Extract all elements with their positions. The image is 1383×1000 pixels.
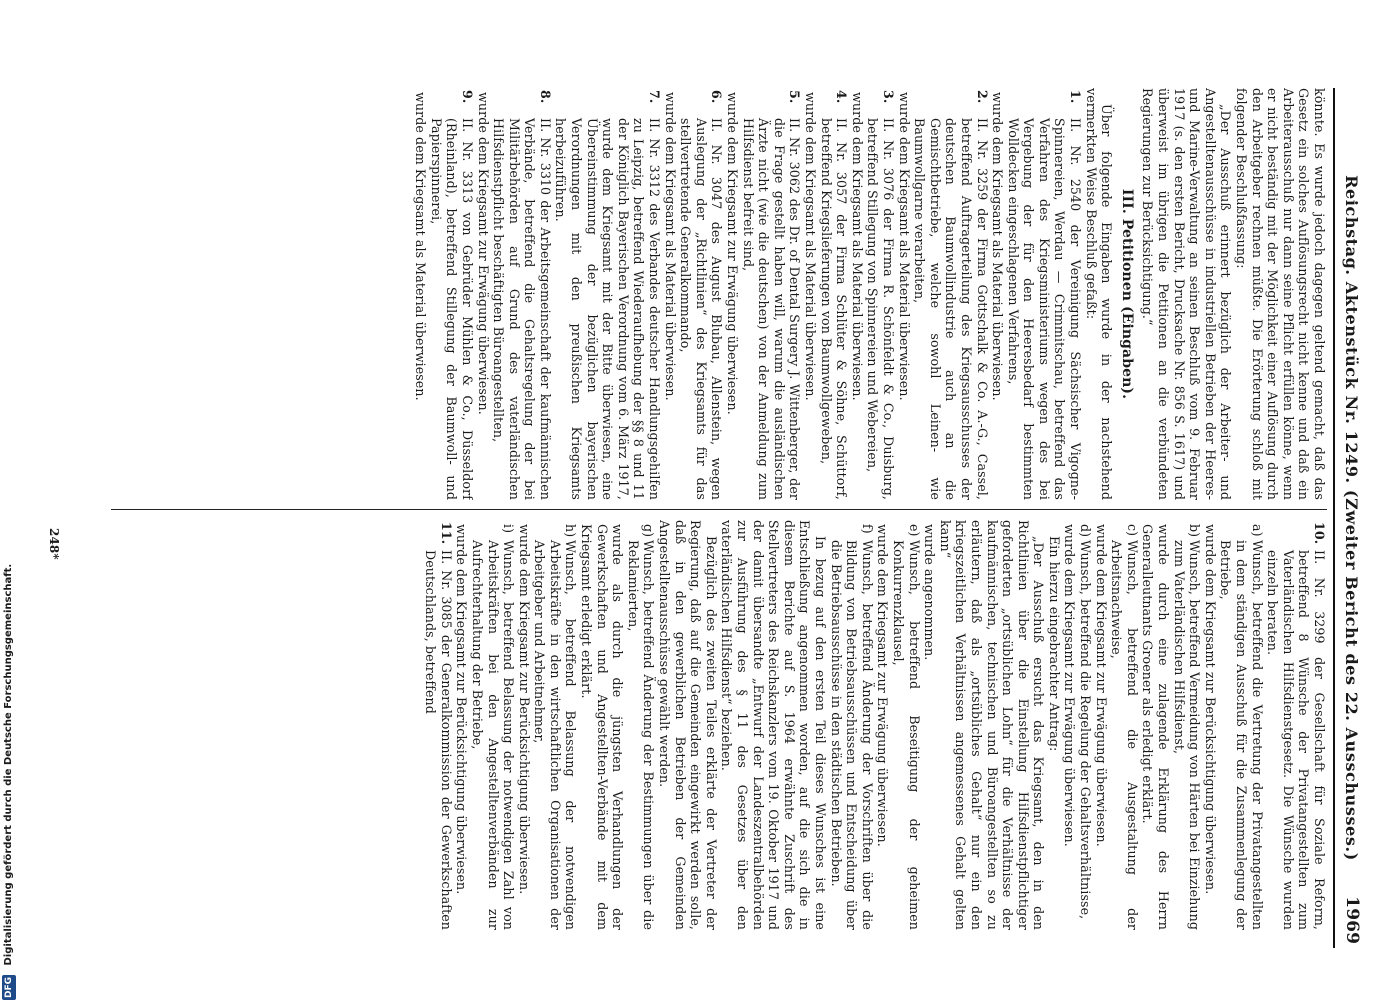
wish-label: g) <box>641 524 657 538</box>
item-number: 1. <box>1068 90 1084 104</box>
wish-label: e) <box>906 524 922 537</box>
petition-item <box>818 88 849 500</box>
wish-label: h) <box>563 524 579 538</box>
item-text: II. Nr. 3312 des Verbandes deutscher Handlungsgehilfen zu Leipzig, betreffend Wiederaufhebung der §§ 8 und 11 der Königlich Bayerischen Verordnung vom 6. März 1917, wurde dem Kriegsamt mit der Bitte überwiesen, eine Übereinstimmung der bezüglichen bayerischen Verordnungen mit den preußischen Kriegsamts herbeizuführen. <box>553 118 663 500</box>
item-number: 10. <box>1312 522 1327 545</box>
wish-text: Wunsch, betreffend Beseitigung der geheimen Konkurrenzklausel, <box>890 540 922 930</box>
petition-item <box>912 88 990 500</box>
wish-resolution: wurde durch eine zulagende Erklärung des Herrn Generalleutnants Groener als erledigt erklärt. <box>1140 524 1172 930</box>
item-number: 5. <box>787 90 803 104</box>
item-resolution: wurde dem Kriegsamt als Material überwiesen. <box>990 92 1006 401</box>
wish-resolution: wurde dem Kriegsamt zur Berücksichtigung überwiesen. <box>1202 524 1218 895</box>
petition-item-10 <box>1265 520 1327 930</box>
item-text: II. Nr. 3259 der Firma Gottschalk & Co. A.-G., Cassel, betreffend Auftragerteilung des Kriegsausschusses der deutschen Baumwollindustrie auch an die Gemischtbetriebe, welche sowohl Leinen- wie Baumwollgarne verarbeiten, <box>912 118 990 500</box>
two-column-body <box>71 88 1327 948</box>
wish-label: a) <box>1249 524 1265 537</box>
wish-item <box>890 520 921 930</box>
wish-text: Wunsch, betreffend die Vertretung der Privatangestellten in dem ständigen Ausschuß für die Zusammenlegung der Betriebe, <box>1218 540 1265 930</box>
sheet-signature: 248* <box>46 528 61 560</box>
column-divider <box>111 509 1327 510</box>
item-number: 7. <box>647 90 663 104</box>
committee-resolution-quote: „Der Ausschuß erinnert bezüglich der Arbeiter- und Angestelltenausschüsse in industriellen Betrieben der Heeres- und Marine-Verwaltung an seinen Beschluß vom 9. Februar 1917 (s. den ersten Bericht, Drucksache Nr. 856 S. 1617) und überweist im übrigen die Petitionen an die verbündeten Regierungen zur Berücksichtigung.“ <box>1140 88 1234 500</box>
wish-item <box>1109 520 1140 930</box>
wish-text: Wunsch, betreffend Änderung der Bestimmungen über die Reklamierten, <box>625 540 657 930</box>
item-resolution: wurde dem Kriegsamt zur Erwägung überwiesen. <box>725 92 741 415</box>
item-text: II. Nr. 3310 der Arbeitsgemeinschaft der kaufmännischen Verbände, betreffend die Gehaltsregelung der bei Militärbehörden auf Grund des vaterländischen Hilfsdienstpflicht beschäftigten Büroangestellten, <box>491 118 553 500</box>
motion-result: wurde angenommen. <box>922 524 938 661</box>
item-number: 2. <box>974 90 990 104</box>
wish-resolution: wurde dem Kriegsamt zur Berücksichtigung überwiesen. <box>454 524 470 895</box>
item-resolution: wurde dem Kriegsamt als Material überwiesen. <box>896 92 912 401</box>
petition-item <box>1005 88 1083 500</box>
petition-item-11 <box>423 520 454 930</box>
wish-text: Wunsch, betreffend Belassung der notwendigen Zahl von Arbeitskräften bei den Angestelltenverbänden zur Aufrechterhaltung der Betriebe, <box>469 540 517 930</box>
wish-text: Wunsch, betreffend Vermeidung von Härten bei Einziehung zum Vaterländischen Hilfsdienst, <box>1171 540 1203 930</box>
item-resolution: wurde dem Kriegsamt als Material überwiesen. <box>662 92 678 401</box>
right-column <box>71 520 1327 930</box>
motion-quote: „Der Ausschuß ersucht das Kriegsamt, den in den Richtlinien über die Einstellung Hilfsdienstpflichtiger geforderten „ortsüblichen Lohn“ für die Verhältnisse der kaufmännischen, technischen und Büroangestellten so zu erläutern, daß als „ortsübliches Gehalt“ nur ein den kriegszeitlichen Verhältnissen angemessenes Gehalt gelten kann“ <box>937 520 1047 930</box>
wish-text: Wunsch, betreffend Änderung der Vorschriften über die Bildung von Betriebsausschüssen und Entscheidung über die Betriebsausschüsse in den städtischen Betrieben. <box>828 540 875 930</box>
item-resolution: wurde dem Kriegsamt als Material überwiesen. <box>849 92 865 401</box>
credit-text: Digitalisierung gefördert durch die Deutsche Forschungsgemeinschaft. <box>3 563 14 966</box>
wish-item <box>1218 520 1265 930</box>
item-number: 4. <box>834 90 850 104</box>
motion-intro: Ein hierzu eingebrachter Antrag: <box>1046 536 1062 752</box>
item-number: 9. <box>459 90 475 104</box>
wish-item <box>532 520 579 930</box>
item-text: II. Nr. 2540 der Vereinigung Sächsischer Vigogne-Spinnereien, Werdau — Crimmitschau, betreffend das Verfahren des Kriegsministeriums wegen des bei Vergebung der für den Heeresbedarf bestimmten Wolldecken eingeschlagenen Verfahrens, <box>1005 118 1084 500</box>
petition-item <box>491 88 553 500</box>
wish-text: Wunsch, betreffend die Regelung der Gehaltsverhältnisse, <box>1078 540 1094 920</box>
wish-item <box>625 520 656 930</box>
wish-label: c) <box>1124 524 1140 537</box>
left-column <box>71 88 1327 500</box>
petition-item <box>740 88 802 500</box>
item-text: II. Nr. 3313 von Gebrüder Mühlen & Co., Düsseldorf (Rheinland), betreffend Stillegung der Baumwoll- und Papierspinnerei, <box>428 118 475 500</box>
page-number: 1969 <box>1342 896 1362 944</box>
dfg-logo: DFG <box>4 976 14 998</box>
wish-text: Wunsch, betreffend die Ausgestaltung der Arbeitsnachweise, <box>1109 540 1140 930</box>
wish-resolution: wurde dem Kriegsamt zur Erwägung überwiesen. <box>1062 524 1078 847</box>
petition-item <box>678 88 725 500</box>
item-text: II. Nr. 3076 der Firma R. Schönfeldt & Co., Duisburg, betreffend Stillegung von Spinnereien und Webereien, <box>865 118 896 500</box>
wish-item <box>1078 520 1094 930</box>
intro-paragraph: könnte. Es wurde jedoch dagegen geltend gemacht, daß das Gesetz ein solches Auflösungsrecht nicht kenne und daß ein Arbeiterausschuß nur dann seine Pflicht erfüllen könne, wenn er nicht beständig mit der Möglichkeit einer Auflösung durch den Arbeitgeber rechnen müßte. Die Erörterung schloß mit folgender Beschlußfassung: <box>1234 88 1327 500</box>
wish-item <box>1171 520 1202 930</box>
wish-f-paragraph: In bezug auf den ersten Teil dieses Wunsches ist eine Entschließung angenommen worden, auf die sich die in diesem Berichte auf S. 1964 erwähnte Zuschrift des Stellvertreters des Reichskanzlers vom 19. Oktober 1917 und der damit übersandte „Entwurf der Landeszentralbehörden zur Ausführung des § 11 des Gesetzes über den vaterländischen Hilfsdienst“ beziehen. <box>719 520 828 930</box>
petition-item <box>865 88 896 500</box>
item-text: II. Nr. 3047 des August Blubau, Allenstein, wegen Auslegung der „Richtlinien“ des Kriegsamts für das stellvertretende Generalkommando, <box>678 118 725 500</box>
page-title: Reichstag. Aktenstück Nr. 1249. (Zweiter Bericht des 22. Ausschusses.) <box>1342 175 1361 861</box>
wish-item <box>828 520 875 930</box>
page-header <box>1333 88 1361 948</box>
item-text: II. Nr. 3299 der Gesellschaft für Soziale Reform, betreffend 8 Wünsche der Privatangestellten zum Vaterländischen Hilfsdienstgesetz. Die Wünsche wurden einzeln beraten. <box>1265 550 1327 930</box>
item-resolution: wurde dem Kriegsamt als Material überwiesen. <box>803 92 818 401</box>
wish-resolution: wurde dem Kriegsamt zur Erwägung überwiesen. <box>1093 524 1109 847</box>
item-text: II. Nr. 3085 der Generalkommission der Gewerkschaften Deutschlands, betreffend <box>423 550 454 930</box>
wish-resolution: wurde dem Kriegsamt zur Berücksichtigung überwiesen. <box>516 524 532 895</box>
section-intro: Über folgende Eingaben wurde in der nachstehend vermerkten Weise Beschluß gefaßt: <box>1083 88 1115 500</box>
petition-list <box>413 88 1084 500</box>
section-heading: III. Petitionen (Eingaben). <box>1118 188 1135 400</box>
wish-label: f) <box>859 524 875 534</box>
wish-label: d) <box>1078 524 1094 538</box>
wish-label: b) <box>1187 524 1203 538</box>
petition-item <box>553 88 662 500</box>
document-page <box>41 88 1361 948</box>
item-text: II. Nr. 3057 der Firma Schlüter & Söhne, Schüttorf, betreffend Kriegslieferungen von Baumwollgeweben, <box>818 118 850 500</box>
wish-label: i) <box>501 524 517 534</box>
item-number: 11. <box>438 522 454 545</box>
wish-resolution: wurde dem Kriegsamt zur Erwägung überwiesen. <box>875 524 891 847</box>
petition-item <box>428 88 475 500</box>
item-resolution: wurde dem Kriegsamt als Material überwiesen. <box>413 92 429 401</box>
item-number: 8. <box>537 90 553 104</box>
wish-f-paragraph: Bezüglich des zweiten Teiles erklärte der Vertreter der Regierung, daß auf die Gemeinden eingewirkt werden solle, daß in den gewerblichen Betrieben der Gemeinden Angestelltenausschüsse gewählt werden. <box>657 520 719 930</box>
wish-text: Wunsch, betreffend Belassung der notwendigen Arbeitskräfte in den wirtschaftlichen Organisationen der Arbeitgeber und Arbeitnehmer, <box>532 540 579 930</box>
wish-resolution: wurde als durch die jüngsten Verhandlungen der Gewerkschaften und Angestellten-Verbände mit dem Kriegsamt erledigt erklärt. <box>579 524 626 930</box>
item-number: 3. <box>880 90 896 104</box>
item-number: 6. <box>709 90 725 104</box>
item-text: II. Nr. 3062 des Dr. of Dental Surgery J. Wittenberger, der die Frage gestellt haben will, warum die ausländischen Ärzte nicht (wie die deutschen) von der Anmeldung zum Hilfsdienst befreit sind, <box>740 118 803 500</box>
item-resolution: wurde dem Kriegsamt zur Erwägung überwiesen. <box>475 92 491 415</box>
wish-item <box>469 520 516 930</box>
